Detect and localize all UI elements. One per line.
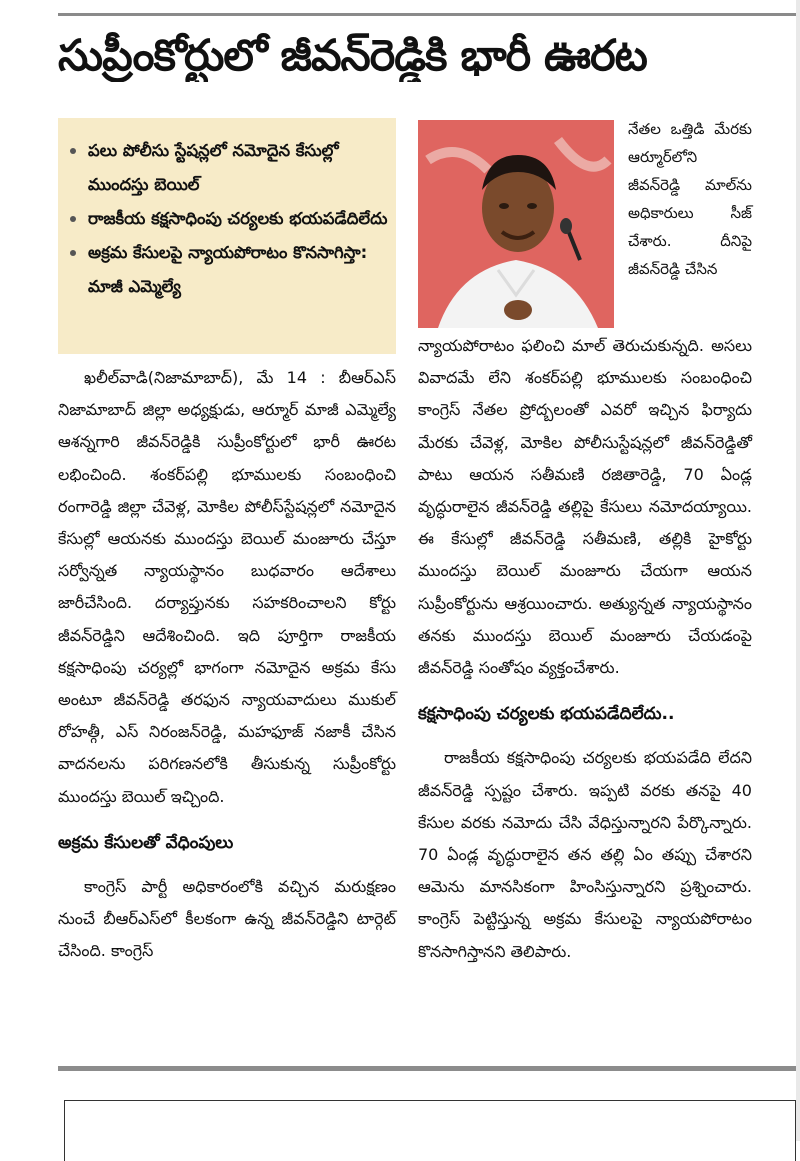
subheading: కక్షసాధింపు చర్యలకు భయపడేదిలేదు.. [418,704,675,725]
highlight-text: రాజకీయ కక్షసాధింపు చర్యలకు భయపడేదిలేదు [88,209,388,228]
highlights-list [58,118,396,304]
page-edge [796,0,800,1141]
left-column [58,362,396,968]
right-column [418,330,752,968]
highlight-item [68,202,388,236]
highlight-text: పలు పోలీసు స్టేషన్లలో నమోదైన కేసుల్లో ముందస్తు బెయిల్ [88,141,339,194]
bullet-icon [70,250,76,256]
highlight-text: అక్రమ కేసులపై న్యాయపోరాటం కొనసాగిస్తా: మాజీ ఎమ్మెల్యే [88,243,368,296]
next-article-frame [64,1100,796,1161]
highlights-box [58,118,396,354]
highlight-item [68,236,388,304]
portrait-photo [418,120,614,328]
highlight-item [68,134,388,202]
top-rule [58,13,800,16]
bullet-icon [70,216,76,222]
paragraph: కాంగ్రెస్ పార్టీ అధికారంలోకి వచ్చిన మరుక్షణం నుంచే బీఆర్ఎస్‌లో కీలకంగా ఉన్న జీవన్‌రెడ్డిని టార్గెట్ చేసింది. కాంగ్రెస్ [58,877,396,961]
right-column-top [628,115,752,283]
paragraph: రాజకీయ కక్షసాధింపు చర్యలకు భయపడేది లేదని జీవన్‌రెడ్డి స్పష్టం చేశారు. ఇప్పటి వరకు తనపై 40 కేసుల వరకు నమోదు చేసి వేధిస్తున్నారని పేర్కొన్నారు. 70 ఏండ్ల వృద్ధురాలైన తన తల్లి ఏం తప్పు చేశారని ఆమెను మానసికంగా హింసిస్తున్నారని ప్రశ్నించారు. కాంగ్రెస్ పెట్టిస్తున్న అక్రమ కేసులపై న్యాయపోరాటం కొనసాగిస్తానని తెలిపారు. [418,748,752,961]
paragraph: నేతల ఒత్తిడి మేరకు ఆర్మూర్‌లోని జీవన్‌రెడ్డి మాల్‌ను అధికారులు సీజ్ చేశారు. దీనిపై జీవన్‌రెడ్డి చేసిన [628,120,752,278]
portrait-illustration [418,120,614,328]
subheading: అక్రమ కేసులతో వేధింపులు [58,832,234,853]
intro-paragraph: ఖలీల్‌వాడి(నిజామాబాద్), మే 14 : బీఆర్ఎస్ నిజామాబాద్ జిల్లా అధ్యక్షుడు, ఆర్మూర్ మాజీ ఎమ్మెల్యే ఆశన్నగారి జీవన్‌రెడ్డికి సుప్రీంకోర్టులో భారీ ఊరట లభించింది. శంకర్‌పల్లి భూములకు సంబంధించి రంగారెడ్డి జిల్లా చేవెళ్ల, మోకిల పోలీస్‌స్టేషన్లలో నమోదైన కేసుల్లో ఆయనకు ముందస్తు బెయిల్ మంజూరు చేస్తూ సర్వోన్నత న్యాయస్థానం బుధవారం ఆదేశాలు జారీచేసింది. దర్యాప్తునకు సహకరించాలని కోర్టు జీవన్‌రెడ్డిని ఆదేశించింది. ఇది పూర్తిగా రాజకీయ కక్షసాధింపు చర్యల్లో భాగంగా నమోదైన అక్రమ కేసు అంటూ జీవన్‌రెడ్డి తరఫున న్యాయవాదులు ముకుల్ రోహత్గీ, ఎస్ నిరంజన్‌రెడ్డి, మహఫూజ్ నజాకీ చేసిన వాదనలను పరిగణనలోకి తీసుకున్న సుప్రీంకోర్టు ముందస్తు బెయిల్ ఇచ్చింది. [58,368,396,806]
bullet-icon [70,148,76,154]
headline: సుప్రీంకోర్టులో జీవన్‌రెడ్డికి భారీ ఊరట [58,31,647,81]
bottom-rule [58,1066,800,1071]
paragraph: న్యాయపోరాటం ఫలించి మాల్ తెరుచుకున్నది. అసలు వివాదమే లేని శంకర్‌పల్లి భూములకు సంబంధించి కాంగ్రెస్ నేతల ప్రోద్బలంతో ఎవరో ఇచ్చిన ఫిర్యాదు మేరకు చేవెళ్ల, మోకిల పోలీసుస్టేషన్లలో జీవన్‌రెడ్డితో పాటు ఆయన సతీమణి రజితారెడ్డి, 70 ఏండ్ల వృద్ధురాలైన జీవన్‌రెడ్డి తల్లిపై కేసులు నమోదయ్యాయి. ఈ కేసుల్లో జీవన్‌రెడ్డి సతీమణి, తల్లికి హైకోర్టు ముందస్తు బెయిల్ మంజూరు చేయగా ఆయన సుప్రీంకోర్టును ఆశ్రయించారు. అత్యున్నత న్యాయస్థానం తనకు ముందస్తు బెయిల్ మంజూరు చేయడంపై జీవన్‌రెడ్డి సంతోషం వ్యక్తంచేశారు. [418,336,752,678]
